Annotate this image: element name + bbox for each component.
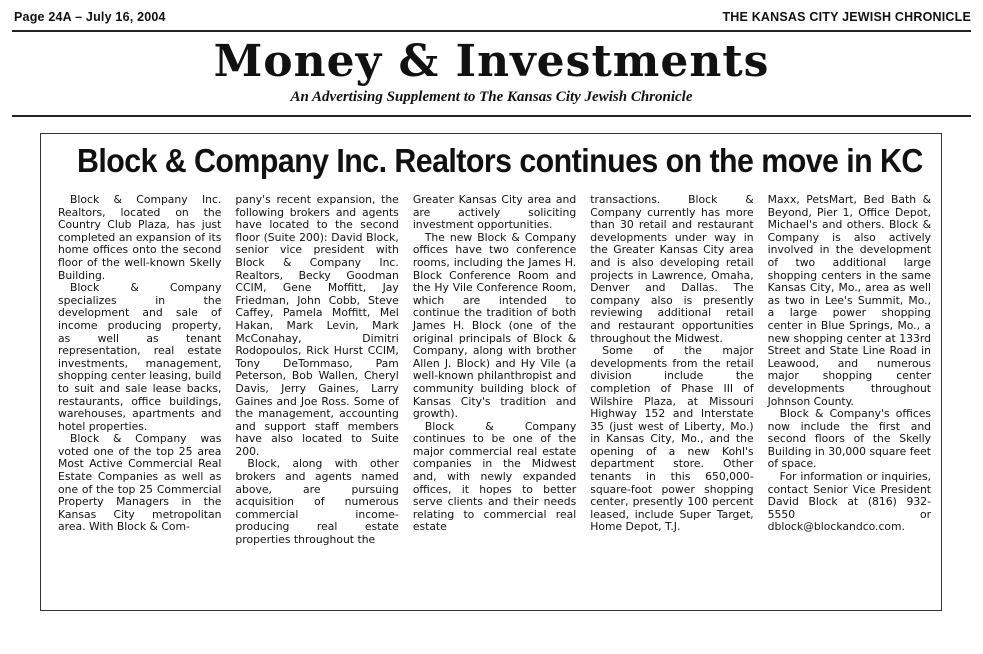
article-body	[58, 194, 931, 547]
article-box	[40, 133, 942, 611]
section-subtitle: An Advertising Supplement to The Kansas City Jewish Chronicle	[290, 89, 693, 105]
paragraph: transactions. Block & Company currently has more than 30 retail and restaurant developments under way in the Greater Kansas City area and is also developing retail projects in Lawrence, Omaha, Denver and Dallas. The company also is presently reviewing additional retail and restaurant opportunities throughout the Midwest.	[590, 193, 754, 345]
publication-name: THE KANSAS CITY JEWISH CHRONICLE	[722, 10, 971, 24]
running-head	[14, 10, 971, 24]
issue-date: – July 16, 2004	[75, 10, 166, 24]
article-column-4	[590, 194, 753, 547]
page-dateline	[14, 10, 166, 24]
paragraph: The new Block & Company offices have two conference rooms, including the James H. Block Conference Room and the Hy Vile Conference Room, which are intended to continue the tradition of both James H. Block (one of the original principals of Block & Company, along with brother Allen J. Block) and Hy Vile (a well-known philanthropist and community building block of Kansas City's tradition and growth).	[412, 230, 577, 421]
paragraph: Block & Company was voted one of the top 25 area Most Active Commercial Real Estate Companies as well as one of the top 25 Commercial Property Managers in the Kansas City metropolitan area. With Block & Com-	[58, 432, 222, 534]
paragraph: For information or inquiries, contact Senior Vice President David Block at (816) 932-5550 or dblock@blockandco.com.	[767, 470, 932, 534]
paragraph: Maxx, PetsMart, Bed Bath & Beyond, Pier 1, Office Depot, Michael's and others. Block & Company is also actively involved in the development of two additional large shopping centers in the same Kansas City, Mo., area as well as two in Lee's Summit, Mo., a large power shopping center in Blue Springs, Mo., a new shopping center at 133rd Street and State Line Road in Leawood, and numerous major shopping center developments throughout Johnson County.	[767, 193, 932, 408]
article-column-5	[768, 194, 931, 547]
paragraph: Block & Company's offices now include the first and second floors of the Skelly Building in 30,000 square feet of space.	[767, 407, 932, 471]
paragraph: pany's recent expansion, the following brokers and agents have located to the second floor (Suite 200): David Block, senior vice president with Block & Company Inc. Realtors, Becky Goodman CCIM, Gene Moffitt, Jay Friedman, John Cobb, Steve Caffey, Pamela Moffitt, Mel Hakan, Mark Levin, Mark McConahay, Dimitri Rodopoulos, Rick Hurst CCIM, Tony DeTommaso, Pam Peterson, Bob Wallen, Cheryl Davis, Jerry Gaines, Larry Gaines and Joe Ross. Some of the management, accounting and support staff members have also located to Suite 200.	[235, 193, 399, 458]
article-headline: Block & Company Inc. Realtors continues on the move in KC	[77, 142, 923, 179]
paragraph: Block & Company specializes in the development and sale of income producing property, as well as tenant representation, real estate investments, management, shopping center leasing, build to suit and sale lease backs, restaurants, office buildings, warehouses, apartments and hotel properties.	[58, 281, 222, 433]
masthead-rule	[12, 115, 971, 117]
paragraph: Block & Company continues to be one of the major commercial real estate companies in the Midwest and, with newly expanded offices, it hopes to better serve clients and their needs relating to commercial real estate	[412, 419, 577, 534]
article-column-1	[58, 194, 221, 547]
section-title: Money & Investments	[213, 36, 770, 87]
paragraph: Some of the major developments from the retail division include the completion of Phase III of Wilshire Plaza, at Missouri Highway 152 and Interstate 35 (just west of Liberty, Mo.) in Kansas City, Mo., and the opening of a new Kohl's department store. Other tenants in this 650,000-square-foot power shopping center, presently 100 percent leased, include Super Target, Home Depot, T.J.	[590, 344, 754, 534]
top-rule	[12, 30, 971, 32]
paragraph: Block, along with other brokers and agents named above, are pursuing acquisition of numerous commercial income-producing real estate properties throughout the	[235, 457, 399, 547]
article-column-2	[235, 194, 398, 547]
paragraph: Block & Company Inc. Realtors, located on the Country Club Plaza, has just completed an expansion of its home offices onto the second floor of the well-known Skelly Building.	[58, 193, 222, 282]
page-number: Page 24A	[14, 10, 72, 24]
article-column-3	[413, 194, 576, 547]
paragraph: Greater Kansas City area and are actively soliciting investment opportunities.	[412, 193, 577, 232]
